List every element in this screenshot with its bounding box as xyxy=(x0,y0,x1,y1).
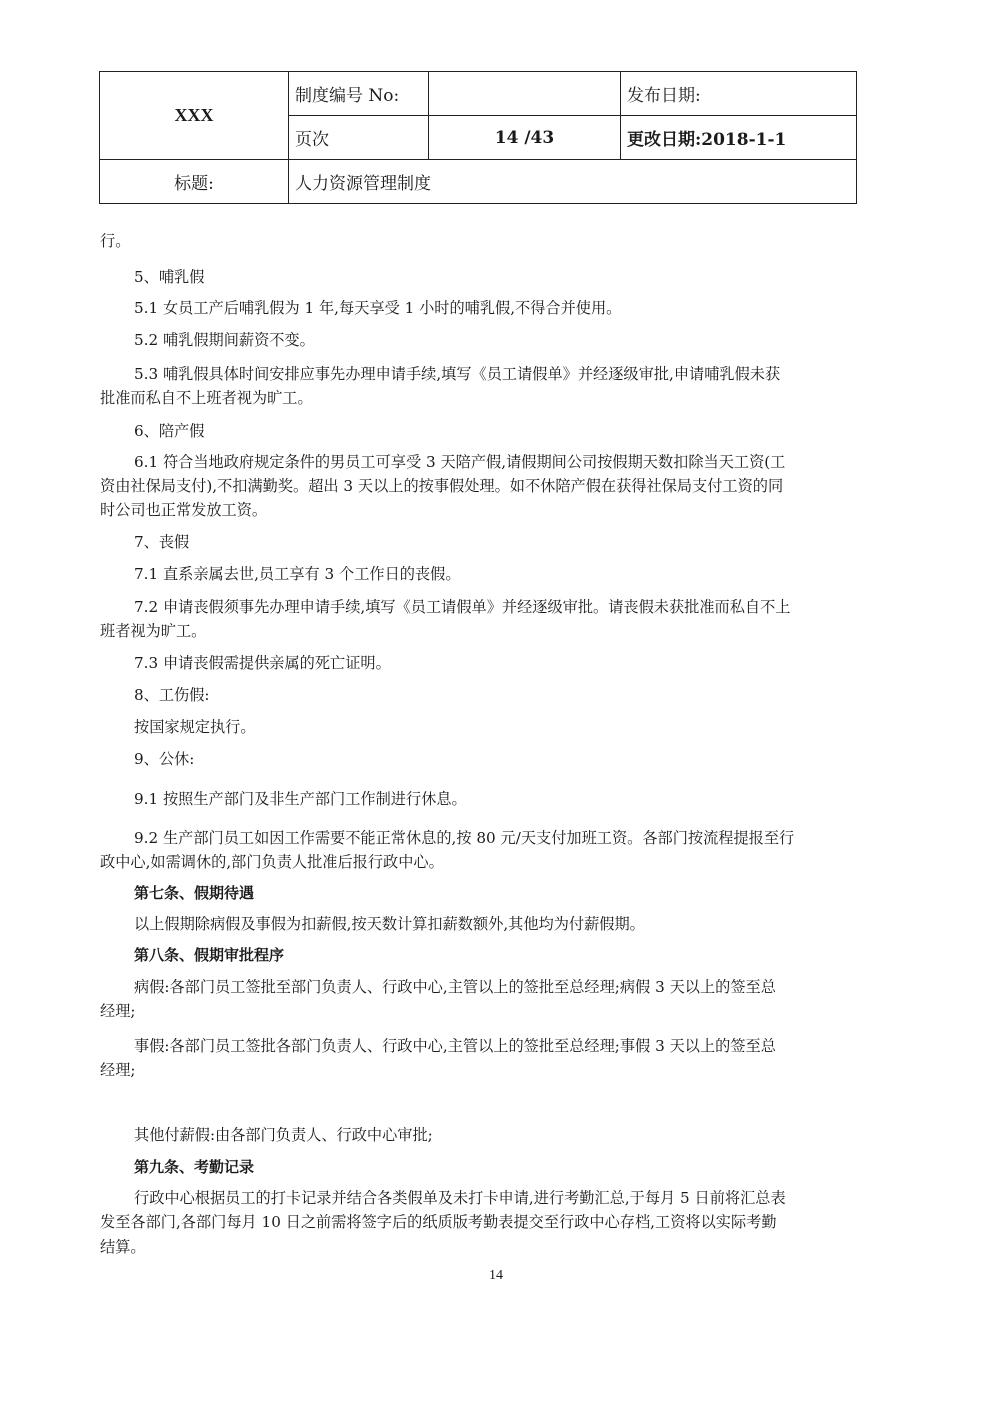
paragraph-line: 9.2 生产部门员工如因工作需要不能正常休息的,按 80 元/天支付加班工资。各部门按流程提报至行 xyxy=(134,829,795,847)
paragraph-line: 批准而私自不上班者视为旷工。 xyxy=(100,389,313,407)
section-heading: 6、陪产假 xyxy=(134,422,205,440)
page-number: 14 xyxy=(489,1268,503,1283)
section-heading: 9、公休: xyxy=(134,750,195,768)
paragraph: 以上假期除病假及事假为扣薪假,按天数计算扣薪数额外,其他均为付薪假期。 xyxy=(134,915,645,933)
paragraph-line: 发至各部门,各部门每月 10 日之前需将签字后的纸质版考勤表提交至行政中心存档,工资将以实际考勤 xyxy=(100,1213,777,1231)
paragraph-line: 病假:各部门员工签批至部门负责人、行政中心,主管以上的签批至总经理;病假 3 天以上的签至总 xyxy=(134,978,776,996)
paragraph-line: 政中心,如需调休的,部门负责人批准后报行政中心。 xyxy=(100,853,444,871)
paragraph: 按国家规定执行。 xyxy=(134,718,256,736)
paragraph-line: 经理; xyxy=(100,1002,136,1020)
paragraph: 7.1 直系亲属去世,员工享有 3 个工作日的丧假。 xyxy=(134,565,461,583)
publish-date-label: 发布日期: xyxy=(621,72,857,116)
document-header-table xyxy=(99,71,857,204)
title-label: 标题: xyxy=(100,160,289,204)
paragraph: 7.3 申请丧假需提供亲属的死亡证明。 xyxy=(134,654,391,672)
paragraph: 5.1 女员工产后哺乳假为 1 年,每天享受 1 小时的哺乳假,不得合并使用。 xyxy=(134,299,622,317)
company-name: XXX xyxy=(100,72,289,160)
section-heading: 8、工伤假: xyxy=(134,686,210,704)
article-heading: 第七条、假期待遇 xyxy=(134,884,255,902)
paragraph-line: 行政中心根据员工的打卡记录并结合各类假单及未打卡申请,进行考勤汇总,于每月 5 日前将汇总表 xyxy=(134,1189,786,1207)
paragraph-line: 时公司也正常发放工资。 xyxy=(100,501,268,519)
paragraph-line: 7.2 申请丧假须事先办理申请手续,填写《员工请假单》并经逐级审批。请丧假未获批准而私自不上 xyxy=(134,598,791,616)
paragraph: 其他付薪假:由各部门负责人、行政中心审批; xyxy=(134,1126,433,1144)
paragraph-line: 事假:各部门员工签批各部门负责人、行政中心,主管以上的签批至总经理;事假 3 天以上的签至总 xyxy=(134,1037,776,1055)
section-heading: 5、哺乳假 xyxy=(134,268,205,286)
article-heading: 第九条、考勤记录 xyxy=(134,1158,255,1176)
paragraph-line: 6.1 符合当地政府规定条件的男员工可享受 3 天陪产假,请假期间公司按假期天数扣除当天工资(工 xyxy=(134,453,786,471)
page-label: 页次 xyxy=(289,116,429,160)
paragraph-line: 资由社保局支付),不扣满勤奖。超出 3 天以上的按事假处理。如不休陪产假在获得社保局支付工资的同 xyxy=(100,477,784,495)
doc-no-label: 制度编号 No: xyxy=(289,72,429,116)
paragraph-line: 结算。 xyxy=(100,1238,146,1256)
page-value: 14 /43 xyxy=(429,116,621,160)
paragraph-line: 5.3 哺乳假具体时间安排应事先办理申请手续,填写《员工请假单》并经逐级审批,申请哺乳假未获 xyxy=(134,365,781,383)
section-heading: 7、丧假 xyxy=(134,533,190,551)
doc-no-value xyxy=(429,72,621,116)
paragraph: 9.1 按照生产部门及非生产部门工作制进行休息。 xyxy=(134,790,467,808)
paragraph: 5.2 哺乳假期间薪资不变。 xyxy=(134,331,315,349)
paragraph-line: 班者视为旷工。 xyxy=(100,622,207,640)
paragraph-line: 经理; xyxy=(100,1061,136,1079)
revise-date-label: 更改日期:2018-1-1 xyxy=(621,116,857,160)
article-heading: 第八条、假期审批程序 xyxy=(134,946,285,964)
document-title: 人力资源管理制度 xyxy=(289,160,857,204)
paragraph: 行。 xyxy=(100,232,131,250)
